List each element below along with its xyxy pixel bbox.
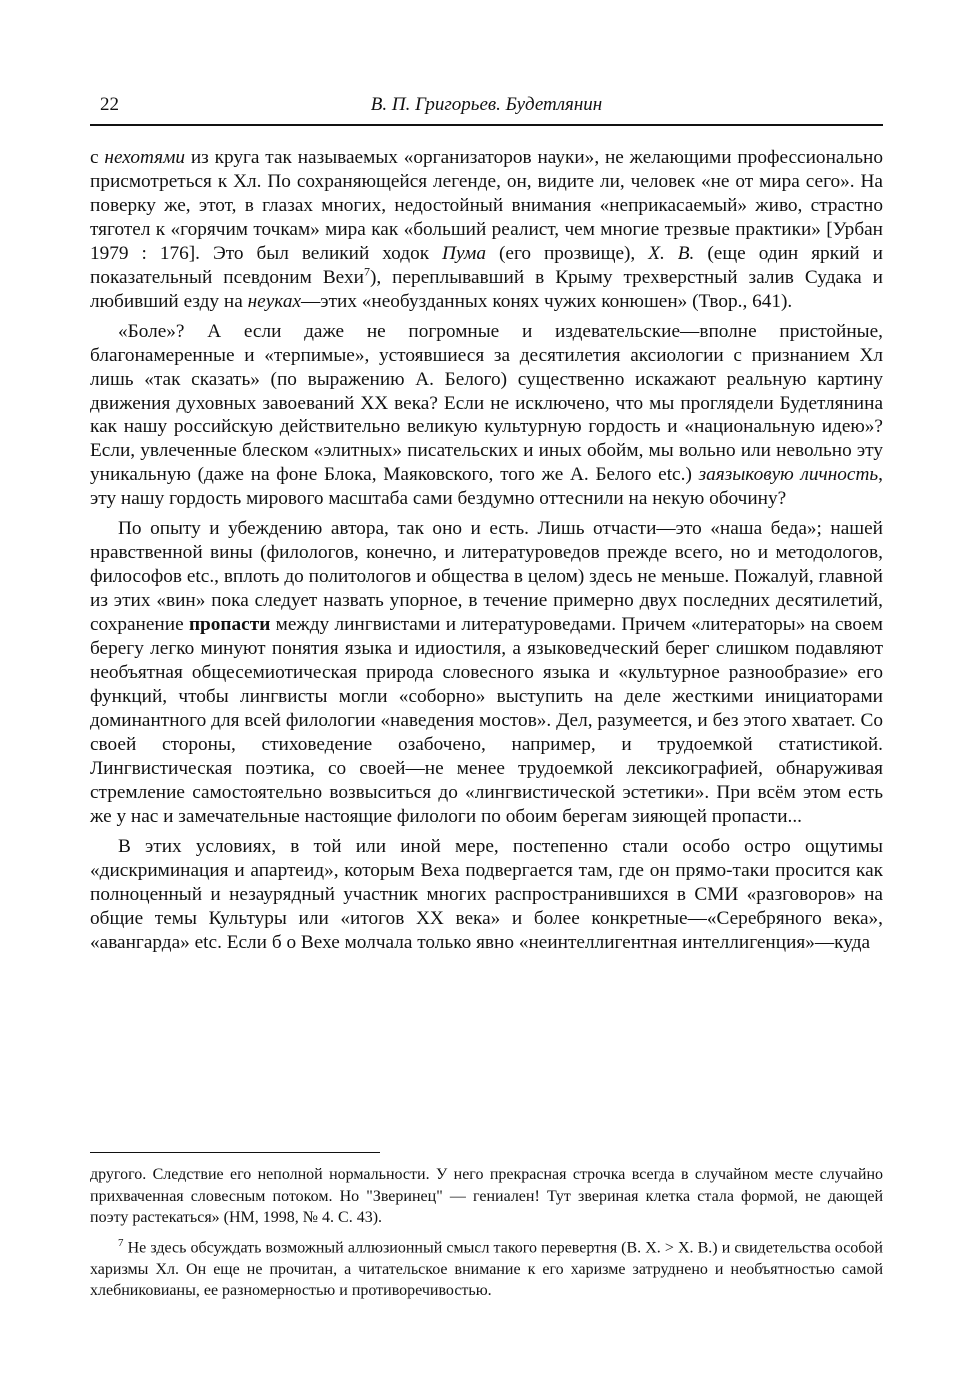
text-run: По опыту и убеждению автора, так оно и есть. Лишь отчасти—это «наша беда»; нашей нравственной вины (филологов, конечно, и литературоведов прежде всего, но и методологов, философов etc., вплоть до политологов и общества в целом) здесь не меньше. Пожалуй, главной из этих «вин» пока следует назвать упорное, в течение примерно двух последних десятилетий, сохранение xyxy=(90,518,883,636)
text-run: (его прозвище), xyxy=(486,242,649,264)
text-run: «Боле»? А если даже не погромные и издевательские—вполне пристойные, благонамеренные и «терпимые», устоявшиеся за десятилетия аксиологии с признанием Хл лишь «так сказать» (по выражению А. Белого) существенно искажают реальную картину движения духовных завоеваний XX века? Если не исключено, что мы проглядели Будетлянина как нашу российскую действительно великую культурную гордость и «национальную идею»? Если, увлеченные блеском «элитных» писательских и иных обойм, мы вольно или невольно эту уникальную (даже на фоне Блока, Маяковского, того же А. Белого etc.) xyxy=(90,320,883,486)
italic-term: неуках xyxy=(247,290,302,312)
footnote-marker: 7 xyxy=(118,1236,124,1249)
italic-term: X. В. xyxy=(648,242,695,264)
page-number: 22 xyxy=(100,94,119,115)
main-text xyxy=(90,146,883,960)
italic-term: Пума xyxy=(442,242,486,264)
running-title: В. П. Григорьев. Будетлянин xyxy=(370,94,603,115)
page xyxy=(90,86,884,1300)
footnotes xyxy=(90,1164,883,1306)
paragraph-1 xyxy=(90,146,883,314)
bold-term: пропасти xyxy=(188,614,271,636)
footnote-rule xyxy=(90,1152,380,1153)
text-run: В этих условиях, в той или иной мере, постепенно стали особо остро ощутимы «дискриминация и апартеид», которым Веха подвергается там, где он прямо-таки просится как полноценный и незаурядный участник многих распространившихся в СМИ «разговоров» на общие темы Культуры или «итогов XX века» и более конкретные—«Серебряного века», «авангарда» etc. Если б о Вехе молчала только явно «неинтеллигентная интеллигенция»—куда xyxy=(90,835,883,953)
paragraph-2 xyxy=(90,320,883,512)
text-run: ), переплывавший в Крыму трехверстный залив Судака и любивший езду на xyxy=(90,266,883,312)
text-run: между лингвистами и литературоведами. Причем «литераторы» на своем берегу легко минуют понятия языка и идиостиля, а языковедческий берег слишком подавляют необъятная общесемиотическая природа словесного языка и «культурное разнообразие» его функций, чтобы лингвисты могли «соборно» выступить на деле жесткими инициаторами доминантного для всей филологии «наведения мостов». Дел, разумеется, и без этого хватает. Со своей стороны, стиховедение озабочено, например, и трудоемкой статистикой. Лингвистическая поэтика, со своей—не менее трудоемкой лексикографией, обнаруживая стремление самостоятельно возвыситься до «лингвистической эстетики». При всём этом есть же у нас и замечательные настоящие филологи по обоим берегам зияющей пропасти... xyxy=(90,614,884,827)
footnote-text: Не здесь обсуждать возможный аллюзионный смысл такого перевертня (В. X. > X. В.) и свидетельства особой харизмы Хл. Он еще не прочитан, а читательское внимание к его харизме затруднено и необъятностью самой хлебниковианы, ее разномерностью и противоречивостью. xyxy=(90,1239,883,1300)
text-run: —этих «необузданных конях чужих конюшен» (Твор., 641). xyxy=(301,290,793,312)
text-run: (еще один яркий и показательный псевдоним Вехи xyxy=(90,242,883,288)
header-rule xyxy=(90,124,883,126)
text-run: с xyxy=(90,147,105,168)
running-head xyxy=(90,86,883,116)
footnote-7 xyxy=(90,1233,883,1302)
italic-term: заязыковую личность xyxy=(698,464,879,486)
footnote-continuation: другого. Следствие его неполной нормальности. У него прекрасная строчка всегда в случайном месте случайно прихваченная словесным потоком. Но "Зверинец" — гениален! Тут звериная клетка стала формой, не дающей поэту растекаться» (НМ, 1998, № 4. С. 43). xyxy=(90,1166,883,1227)
italic-term: нехотями xyxy=(104,147,186,168)
footnote-ref-7[interactable]: 7 xyxy=(363,264,370,279)
paragraph-4 xyxy=(90,835,883,955)
text-run: из круга так называемых «организаторов науки», не желающими профессионально присмотреться к Хл. По сохраняющейся легенде, он, видите ли, человек «не от мира сего». На поверку же, этот, в глазах многих, недостойный внимания «неприкасаемый» живо, страстно тяготел к «горячим точкам» мира как «больший реалист, чем многие трезвые практики» [Урбан 1979 : 176]. Это был великий ходок xyxy=(90,147,883,264)
text-run: , эту нашу гордость мирового масштаба сами бездумно оттеснили на некую обочину? xyxy=(90,464,883,510)
paragraph-3 xyxy=(90,517,883,828)
